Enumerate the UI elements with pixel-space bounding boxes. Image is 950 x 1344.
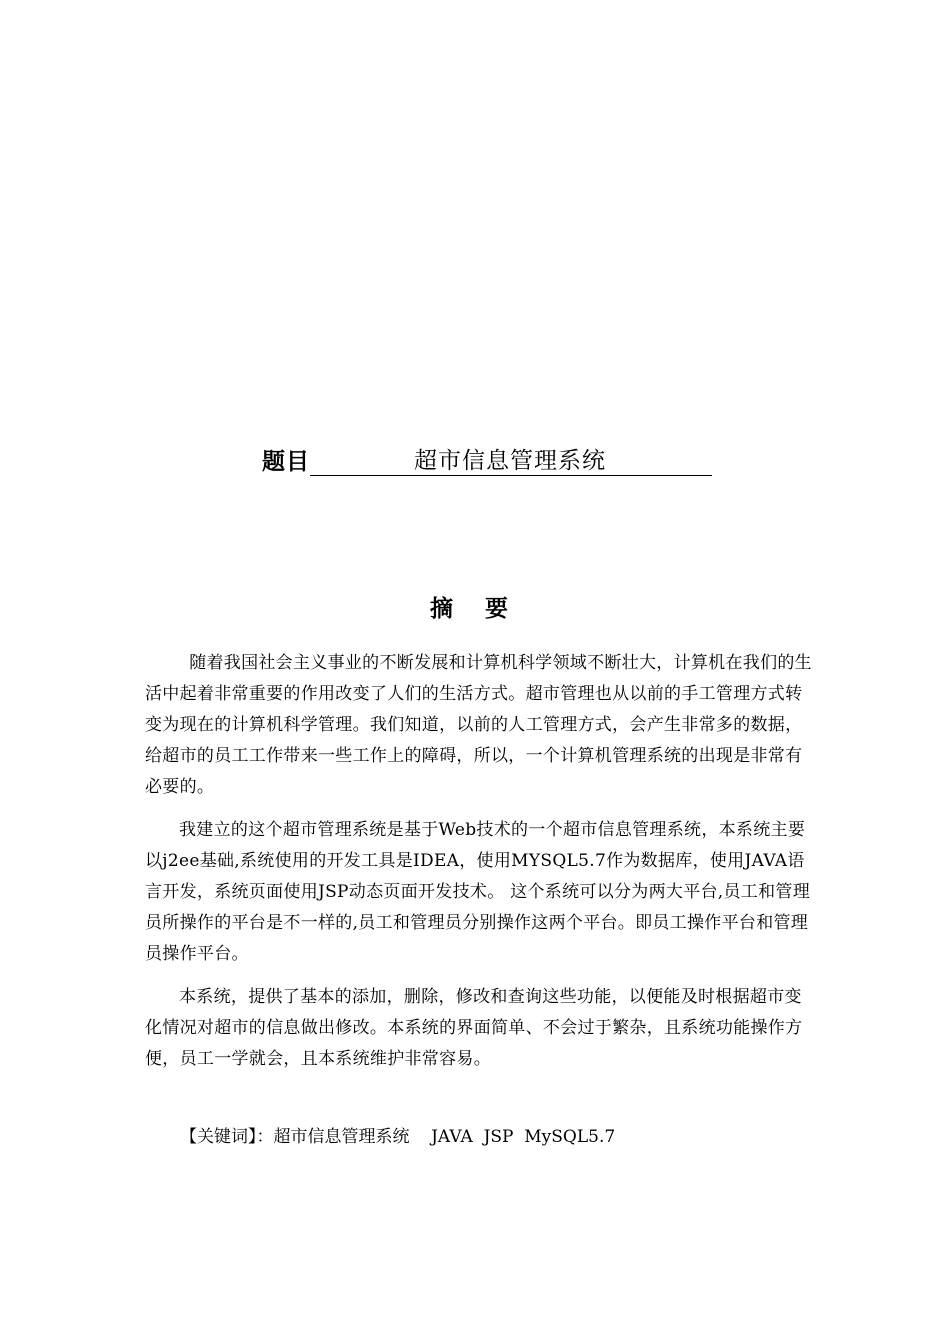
title-underline bbox=[310, 446, 712, 476]
abstract-heading: 摘 要 bbox=[429, 596, 520, 622]
title-line bbox=[262, 440, 712, 476]
title-label: 题目 bbox=[262, 449, 310, 475]
abstract-body bbox=[145, 648, 815, 1087]
keywords-line: 【关键词】：超市信息管理系统 JAVA JSP MySQL5.7 bbox=[180, 1127, 616, 1147]
abstract-paragraph-3: 本系统，提供了基本的添加，删除，修改和查询这些功能，以便能及时根据超市变化情况对超市的信息做出修改。本系统的界面简单、不会过于繁杂，且系统功能操作方便，员工一学就会，且本系统维护非常容易。 bbox=[145, 987, 803, 1069]
abstract-paragraph-1: 随着我国社会主义事业的不断发展和计算机科学领域不断壮大，计算机在我们的生活中起着非常重要的作用改变了人们的生活方式。超市管理也从以前的手工管理方式转变为现在的计算机科学管理。我们知道，以前的人工管理方式，会产生非常多的数据，给超市的员工工作带来一些工作上的障碍，所以，一个计算机管理系统的出现是非常有必要的。 bbox=[145, 653, 812, 797]
abstract-paragraph-2: 我建立的这个超市管理系统是基于Web技术的一个超市信息管理系统，本系统主要以j2ee基础,系统使用的开发工具是IDEA，使用MYSQL5.7作为数据库，使用JAVA语言开发，系统页面使用JSP动态页面开发技术。 这个系统可以分为两大平台,员工和管理员所操作的平台是不一样的,员工和管理员分别操作这两个平台。即员工操作平台和管理员操作平台。 bbox=[145, 820, 811, 964]
title-value: 超市信息管理系统 bbox=[414, 448, 606, 474]
